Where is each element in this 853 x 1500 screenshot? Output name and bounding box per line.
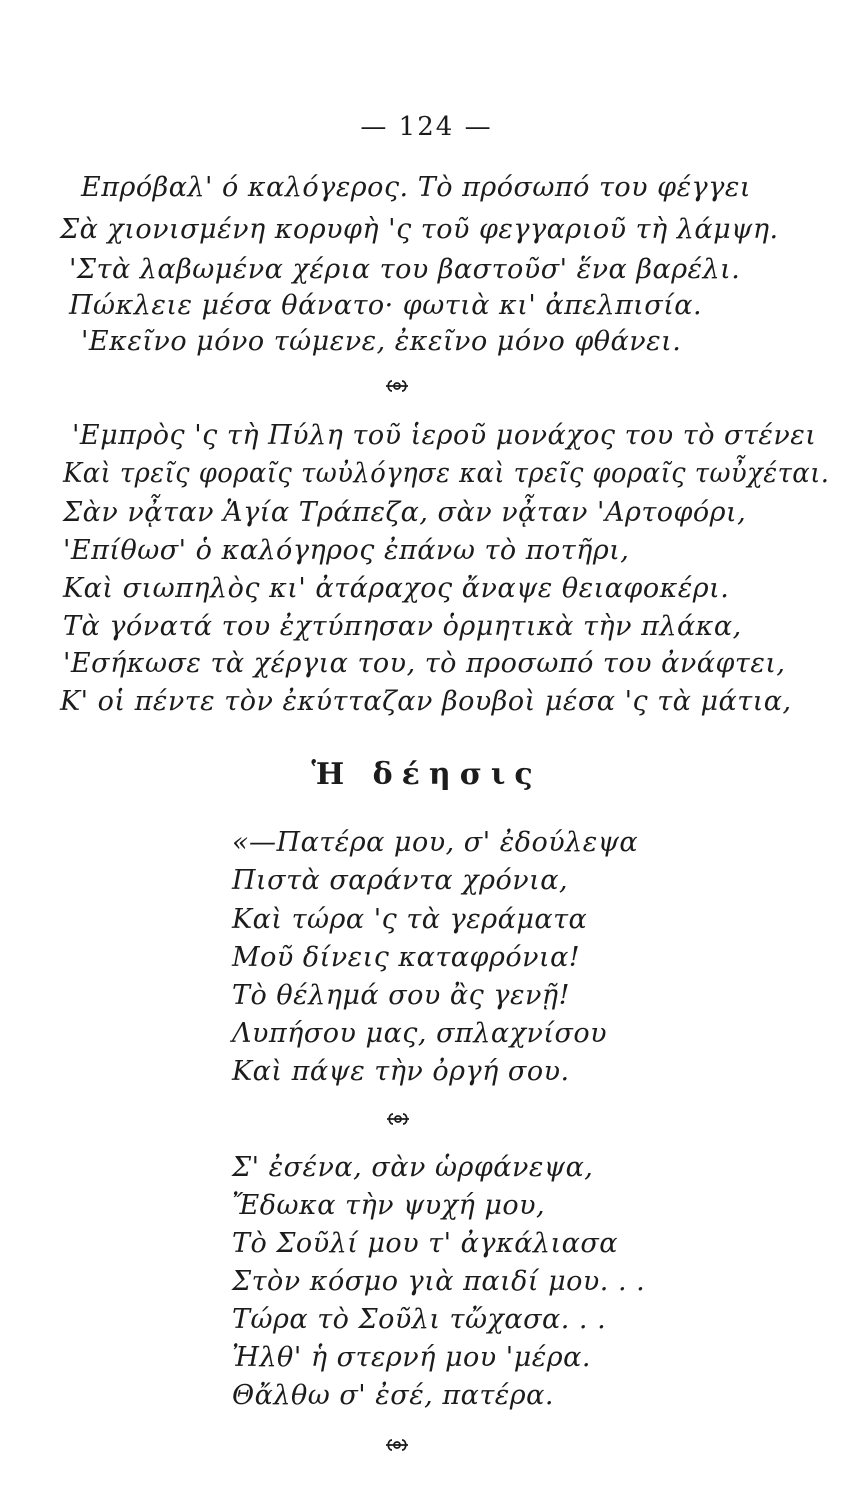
fleuron-ornament-icon — [385, 1112, 411, 1126]
fleuron-ornament-icon — [384, 379, 410, 393]
prayer-line: Ἔδωκα τὴν ψυχή μου, — [232, 1190, 546, 1221]
stanza1-line: 'Εκεῖνο μόνο τώμενε, ἐκεῖνο μόνο φθάνει. — [81, 326, 682, 357]
stanza1-line: Σὰ χιονισμένη κορυφὴ 'ς τοῦ φεγγαριοῦ τὴ λάμψη. — [60, 214, 779, 245]
stanza2-line: Τὰ γόνατά του ἐχτύπησαν ὁρμητικὰ τὴν πλάκα, — [63, 611, 742, 642]
prayer-line: Τὸ Σοῦλί μου τ' ἀγκάλιασα — [232, 1228, 619, 1259]
section-heading: Ἡ δέησις — [311, 757, 542, 792]
stanza2-line: 'Εσήκωσε τὰ χέργια του, τὸ προσωπό του ἀνάφτει, — [63, 648, 786, 679]
prayer-line: Πιστὰ σαράντα χρόνια, — [232, 865, 569, 896]
prayer-line: Καὶ τώρα 'ς τὰ γεράματα — [232, 904, 588, 935]
prayer-line: Τὸ θέλημά σου ἂς γενῇ! — [232, 980, 570, 1011]
stanza2-line: 'Εμπρὸς 'ς τὴ Πύλη τοῦ ἱεροῦ μονάχος του τὸ στένει — [72, 420, 817, 451]
prayer-line: Στὸν κόσμο γιὰ παιδί μου. . . — [232, 1266, 646, 1297]
prayer-line: Λυπήσου μας, σπλαχνίσου — [232, 1018, 608, 1049]
prayer-line: Σ' ἐσένα, σὰν ὡρφάνεψα, — [232, 1152, 594, 1183]
stanza2-line: Σὰν νᾆταν Ἁγία Τράπεζα, σὰν νᾆταν 'Αρτοφόρι, — [63, 497, 747, 528]
stanza1-line: Πώκλειε μέσα θάνατο· φωτιὰ κι' ἀπελπισία. — [69, 290, 703, 321]
stanza1-line: 'Στὰ λαβωμένα χέρια του βαστοῦσ' ἕνα βαρέλι. — [69, 254, 741, 285]
prayer-line: Ἠλθ' ἡ στερνή μου 'μέρα. — [232, 1342, 591, 1373]
stanza1-line: Επρόβαλ' ό καλόγερος. Τὸ πρόσωπό του φέγγει — [81, 172, 751, 203]
stanza2-line: Καὶ σιωπηλὸς κι' ἀτάραχος ἄναψε θειαφοκέρι. — [63, 573, 730, 604]
page-number: — 124 — — [360, 112, 493, 142]
stanza2-line: 'Επίθωσ' ὁ καλόγηρος ἐπάνω τὸ ποτῆρι, — [63, 535, 630, 566]
prayer-line: «—Πατέρα μου, σ' ἐδούλεψα — [232, 827, 639, 858]
prayer-line: Μοῦ δίνεις καταφρόνια! — [232, 942, 581, 973]
prayer-line: Τώρα τὸ Σοῦλι τὤχασα. . . — [232, 1304, 607, 1335]
fleuron-ornament-icon — [384, 1438, 410, 1452]
prayer-line: Καὶ πάψε τὴν ὀργή σου. — [232, 1056, 570, 1087]
stanza2-line: Κ' οἱ πέντε τὸν ἐκύτταζαν βουβοὶ μέσα 'ς τὰ μάτια, — [60, 686, 792, 717]
prayer-line: Θἄλθω σ' ἐσέ, πατέρα. — [232, 1380, 554, 1411]
stanza2-line: Καὶ τρεῖς φοραῖς τωὐλόγησε καὶ τρεῖς φοραῖς τωὖχέται. — [63, 458, 830, 489]
